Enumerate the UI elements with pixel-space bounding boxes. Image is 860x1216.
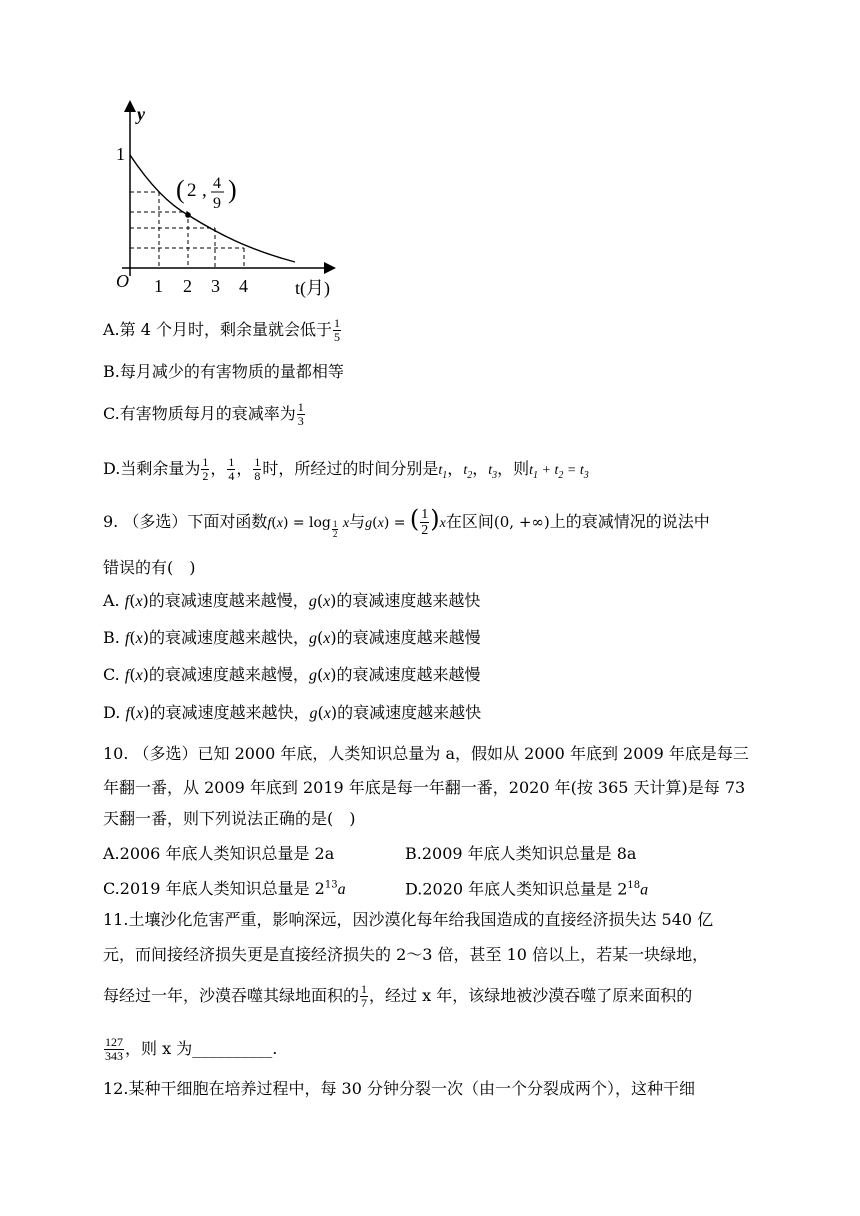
y-axis-label: y [137,104,145,124]
svg-text:): ) [228,175,237,204]
q9-option-d: D. f(x)的衰减速度越来越快，g(x)的衰减速度越来越快 [103,703,482,722]
q10-stem-line-1: 10. （多选）已知 2000 年底，人类知识总量为 a，假如从 2000 年底到 2009 年底是每三 [103,744,749,763]
y-one-label: 1 [116,144,125,164]
q8-option-c: C.有害物质每月的衰减率为 $\frac{1}{3}$ [103,400,304,428]
point-label-num: 4 [213,175,221,192]
q9-option-c: C. f(x)的衰减速度越来越慢，g(x)的衰减速度越来越慢 [103,665,481,684]
x-tick-1: 1 [154,276,163,296]
q11-stem-line-4: $\frac{127}{343}$ ，则 x 为__________. [105,1035,278,1063]
q11-stem-line-1: 11.土壤沙化危害严重，影响深远，因沙漠化每年给我国造成的直接经济损失达 540 亿 [103,910,714,929]
q8-option-b: B.每月减少的有害物质的量都相等 [103,362,344,381]
q10-options-row-2 [103,875,649,901]
q10-option-b: B.2009 年底人类知识总量是 8a [405,844,637,863]
x-axis-label: t(月) [295,278,330,298]
x-tick-2: 2 [183,276,192,296]
svg-text:(: ( [176,175,185,204]
dashed-grid [130,192,244,268]
q9-stem-line-1: 9. （多选）下面对函数f(x) = log $\frac{1}{2}$ x与g(x) = ( $\frac{1}{2}$ )x在区间(0, +∞)上的衰减情况的说法中 [103,505,710,539]
q11-stem-line-3: 每经过一年，沙漠吞噬其绿地面积的 $\frac{1}{7}$ ，经过 x 年，该绿地被沙漠吞噬了原来面积的 [103,982,693,1010]
decay-graph [110,100,350,300]
q10-option-a: A.2006 年底人类知识总量是 2a [103,844,335,863]
point-label-x: 2 [187,180,197,201]
x-tick-4: 4 [239,276,248,296]
x-tick-3: 3 [211,276,220,296]
point-label-den: 9 [213,195,221,212]
q10-option-c: C.2019 年底人类知识总量是 $2^{13}a$ [103,879,346,899]
q11-stem-line-2: 元，而间接经济损失更是直接经济损失的 2～3 倍，甚至 10 倍以上，若某一块绿地， [103,945,709,964]
q10-options-row-1 [103,843,637,865]
q8-option-d: D.当剩余量为 $\frac{1}{2}$ ， $\frac{1}{4}$ ， $\frac{1}{8}$ 时，所经过的时间分别是$t_1$，$t_2$，$t_3$，则$t_1 + t_2 = t_3$ [103,455,589,483]
q9-option-b: B. f(x)的衰减速度越来越快，g(x)的衰减速度越来越慢 [103,628,481,647]
q10-stem-line-2: 年翻一番，从 2009 年底到 2019 年底是每一年翻一番，2020 年(按 365 天计算)是每 73 [103,778,746,797]
q9-stem-line-2: 错误的有( ) [103,558,196,577]
origin-label: O [116,271,129,291]
marked-point [185,212,191,218]
q10-stem-line-3: 天翻一番，则下列说法正确的是( ) [103,809,356,828]
q8-option-a: A.第 4 个月时，剩余量就会低于 $\frac{1}{5}$ [103,316,340,344]
q12-stem-line-1: 12.某种干细胞在培养过程中，每 30 分钟分裂一次（由一个分裂成两个），这种干细 [103,1079,695,1098]
q9-option-a: A. f(x)的衰减速度越来越慢，g(x)的衰减速度越来越快 [103,591,481,610]
q10-option-d: D.2020 年底人类知识总量是 $2^{18}a$ [405,879,649,899]
svg-text:,: , [202,180,207,201]
